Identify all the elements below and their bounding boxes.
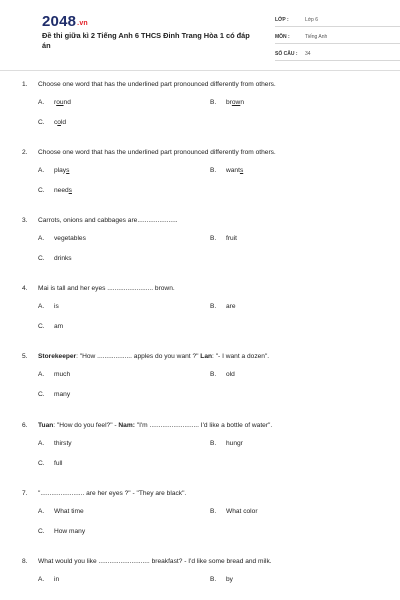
answer-options	[22, 302, 382, 342]
underlined-part: ow	[231, 99, 241, 106]
question-number: 5.	[22, 353, 28, 360]
answer-option[interactable]	[210, 234, 382, 244]
answer-option[interactable]	[38, 118, 210, 128]
text-part: want	[226, 167, 240, 174]
question-item	[22, 421, 382, 479]
speaker-name: Nam:	[118, 422, 135, 429]
option-text	[54, 118, 66, 128]
text-part: : "- I want a dozen".	[212, 353, 270, 360]
option-letter: A.	[38, 167, 45, 174]
text-part: r	[54, 99, 57, 106]
answer-option[interactable]	[210, 575, 382, 585]
question-item	[22, 557, 382, 595]
text-part: : "How do you feel?" -	[53, 422, 119, 429]
option-letter: C.	[38, 391, 45, 398]
option-text	[54, 575, 59, 585]
meta-label: LỚP :	[275, 17, 289, 23]
question-text	[38, 216, 178, 226]
speaker-name: Tuan	[38, 422, 54, 429]
answer-option[interactable]	[38, 439, 210, 449]
question-item	[22, 80, 382, 138]
answer-options	[22, 98, 382, 138]
answer-options	[22, 370, 382, 410]
text-part: many	[54, 391, 71, 398]
text-part: ld	[60, 119, 67, 126]
meta-row-subject	[275, 31, 400, 44]
text-part: Choose one word that has the underlined part pronounced differently from others.	[38, 81, 276, 88]
question-item	[22, 148, 382, 206]
option-text	[54, 459, 62, 469]
meta-label: MÔN :	[275, 34, 290, 40]
logo-main: 2048	[42, 13, 77, 30]
text-part: need	[54, 187, 69, 194]
header-divider	[0, 70, 400, 71]
question-stem	[22, 80, 382, 90]
meta-value: Lớp 6	[305, 17, 319, 23]
question-text	[38, 421, 272, 431]
text-part: am	[54, 323, 64, 330]
question-list	[22, 80, 382, 600]
answer-option[interactable]	[210, 439, 382, 449]
answer-option[interactable]	[38, 166, 210, 176]
site-logo[interactable]	[42, 13, 88, 30]
question-stem	[22, 148, 382, 158]
answer-option[interactable]	[38, 186, 210, 196]
text-part: What time	[54, 508, 84, 515]
text-part: "I'm ........................... I'd like a bottle of water".	[134, 422, 273, 429]
option-letter: B.	[210, 99, 217, 106]
meta-row-class	[275, 14, 400, 27]
meta-box	[275, 14, 400, 65]
question-number: 6.	[22, 422, 28, 429]
text-part: What color	[226, 508, 258, 515]
text-part: c	[54, 119, 58, 126]
text-part: by	[226, 576, 233, 583]
text-part: much	[54, 371, 71, 378]
text-part: Carrots, onions and cabbages are......................	[38, 217, 178, 224]
question-text	[38, 489, 186, 499]
text-part: are	[226, 303, 236, 310]
option-letter: A.	[38, 508, 45, 515]
question-item	[22, 284, 382, 342]
text-part: br	[226, 99, 232, 106]
answer-option[interactable]	[38, 575, 210, 585]
question-stem	[22, 284, 382, 294]
question-number: 3.	[22, 217, 28, 224]
text-part: "........................ are her eyes ?" - "They are black".	[38, 490, 187, 497]
question-text	[38, 284, 175, 294]
question-text	[38, 557, 272, 567]
option-text	[54, 166, 69, 176]
option-text	[54, 390, 70, 400]
text-part: nd	[63, 99, 71, 106]
answer-option[interactable]	[38, 254, 210, 264]
underlined-part: s	[68, 187, 72, 194]
option-text	[226, 234, 237, 244]
option-letter: C.	[38, 323, 45, 330]
option-text	[54, 98, 71, 108]
option-text	[54, 370, 70, 380]
answer-options	[22, 439, 382, 479]
answer-option[interactable]	[38, 98, 210, 108]
underlined-part: s	[66, 167, 70, 174]
option-letter: C.	[38, 255, 45, 262]
text-part: fruit	[226, 235, 237, 242]
option-letter: C.	[38, 119, 45, 126]
text-part: is	[54, 303, 59, 310]
option-letter: B.	[210, 576, 217, 583]
question-stem	[22, 216, 382, 226]
underlined-part: s	[239, 167, 244, 174]
question-text	[38, 148, 276, 158]
option-letter: B.	[210, 167, 217, 174]
question-stem	[22, 421, 382, 431]
underlined-part: ou	[56, 99, 64, 106]
option-letter: C.	[38, 528, 45, 535]
question-number: 7.	[22, 490, 28, 497]
answer-option[interactable]	[38, 527, 210, 537]
option-letter: A.	[38, 576, 45, 583]
answer-options	[22, 575, 382, 595]
question-number: 1.	[22, 81, 28, 88]
option-text	[226, 575, 233, 585]
option-text	[54, 439, 72, 449]
answer-option[interactable]	[210, 98, 382, 108]
answer-option[interactable]	[38, 459, 210, 469]
answer-option[interactable]	[210, 302, 382, 312]
option-letter: A.	[38, 371, 45, 378]
answer-option[interactable]	[38, 302, 210, 312]
question-stem	[22, 352, 382, 362]
option-text	[54, 234, 86, 244]
answer-option[interactable]	[210, 370, 382, 380]
option-letter: B.	[210, 303, 217, 310]
option-text	[226, 370, 235, 380]
question-number: 4.	[22, 285, 28, 292]
answer-options	[22, 507, 382, 547]
logo-suffix: .vn	[77, 20, 88, 27]
text-part: in	[54, 576, 60, 583]
option-letter: A.	[38, 99, 45, 106]
meta-value: Tiếng Anh	[305, 34, 328, 40]
option-letter: B.	[210, 371, 217, 378]
text-part: n	[240, 99, 244, 106]
option-text	[226, 507, 258, 517]
question-item	[22, 489, 382, 547]
option-letter: C.	[38, 187, 45, 194]
text-part: What would you like ............................ breakfast? - I'd like some bread and milk.	[38, 558, 272, 565]
answer-option[interactable]	[38, 390, 210, 400]
option-text	[226, 98, 244, 108]
option-text	[226, 439, 243, 449]
text-part: : "How ................... apples do you want ?"	[76, 353, 201, 360]
text-part: vegetables	[54, 235, 86, 242]
header	[22, 0, 378, 66]
question-text	[38, 352, 269, 362]
question-item	[22, 352, 382, 410]
document-title: Đề thi giữa kì 2 Tiếng Anh 6 THCS Đinh Trang Hòa 1 có đáp án	[42, 31, 250, 50]
option-text	[54, 322, 63, 332]
option-letter: B.	[210, 235, 217, 242]
speaker-name: Storekeeper	[38, 353, 77, 360]
text-part: hungr	[226, 440, 243, 447]
option-letter: A.	[38, 235, 45, 242]
answer-option[interactable]	[210, 507, 382, 517]
option-letter: A.	[38, 440, 45, 447]
text-part: Choose one word that has the underlined part pronounced differently from others.	[38, 149, 276, 156]
answer-option[interactable]	[38, 322, 210, 332]
question-number: 2.	[22, 149, 28, 156]
option-text	[54, 527, 85, 537]
option-text	[54, 254, 72, 264]
option-text	[226, 302, 236, 312]
meta-label: SỐ CÂU :	[275, 51, 298, 57]
answer-option[interactable]	[38, 234, 210, 244]
option-text	[226, 166, 243, 176]
option-text	[54, 186, 72, 196]
question-item	[22, 216, 382, 274]
text-part: full	[54, 460, 63, 467]
text-part: drinks	[54, 255, 72, 262]
option-letter: C.	[38, 460, 45, 467]
text-part: old	[226, 371, 235, 378]
question-stem	[22, 489, 382, 499]
answer-option[interactable]	[38, 370, 210, 380]
option-letter: B.	[210, 440, 217, 447]
answer-option[interactable]	[210, 166, 382, 176]
meta-value: 34	[305, 51, 311, 57]
text-part: play	[54, 167, 67, 174]
option-letter: B.	[210, 508, 217, 515]
text-part: Mai is tall and her eyes ......................... brown.	[38, 285, 175, 292]
speaker-name: Lan	[200, 353, 213, 360]
meta-row-question-count	[275, 48, 400, 61]
option-text	[54, 507, 84, 517]
text-part: How many	[54, 528, 86, 535]
option-letter: A.	[38, 303, 45, 310]
answer-options	[22, 166, 382, 206]
answer-options	[22, 234, 382, 274]
question-number: 8.	[22, 558, 28, 565]
answer-option[interactable]	[38, 507, 210, 517]
text-part: thirsty	[54, 440, 72, 447]
question-text	[38, 80, 276, 90]
underlined-part: o	[57, 119, 61, 126]
option-text	[54, 302, 59, 312]
question-stem	[22, 557, 382, 567]
